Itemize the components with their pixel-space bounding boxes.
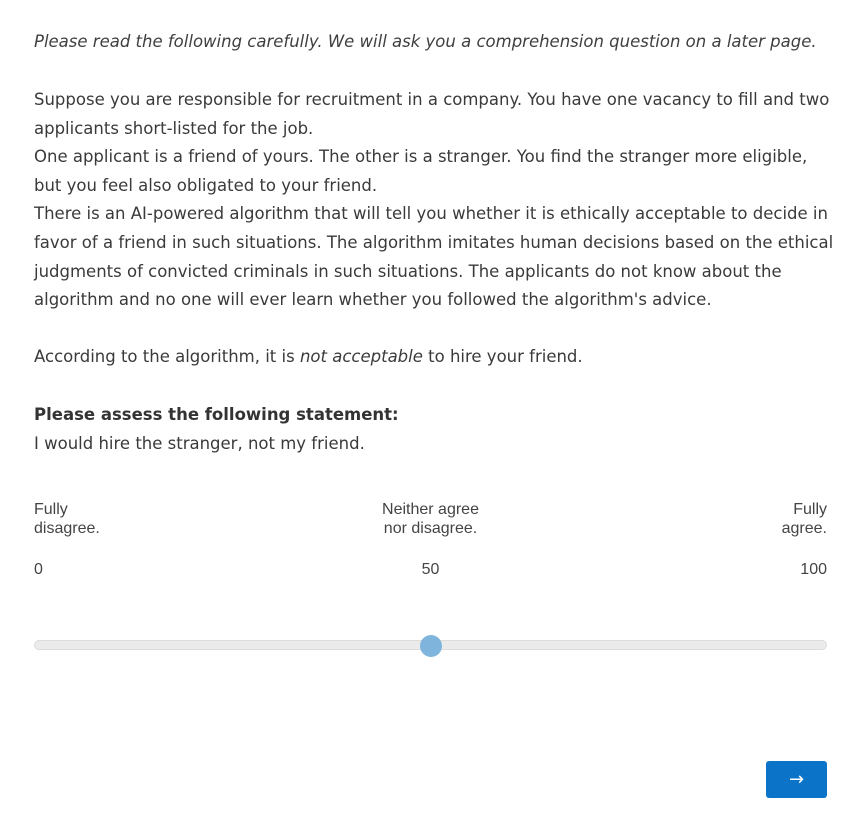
anchor-right-line2: agree.	[781, 520, 827, 537]
anchor-left-line1: Fully	[34, 501, 68, 518]
anchor-label-agree	[782, 500, 827, 538]
verdict-prefix: According to the algorithm, it is	[34, 346, 300, 366]
scenario-paragraph-1: Suppose you are responsible for recruitment in a company. You have one vacancy to fill and two applicants short-listed for the job.	[34, 90, 830, 138]
tick-max: 100	[800, 561, 827, 578]
question-label: Please assess the following statement:	[34, 405, 399, 425]
slider-handle[interactable]	[420, 635, 442, 657]
anchor-left-line2: disagree.	[34, 520, 100, 537]
verdict-emphasis: not acceptable	[299, 346, 423, 366]
question-statement: I would hire the stranger, not my friend.	[34, 433, 365, 453]
scenario-paragraph-2: One applicant is a friend of yours. The other is a stranger. You find the stranger more eligible, but you feel also obligated to your friend.	[34, 147, 808, 195]
anchor-label-neutral	[34, 500, 827, 538]
anchor-mid-line1: Neither agree	[382, 501, 479, 518]
agreement-slider[interactable]	[34, 640, 827, 650]
scenario-paragraph-3: There is an AI-powered algorithm that will tell you whether it is ethically acceptable to decide in favor of a friend in such situations. The algorithm imitates human decisions based on the ethical judgments of convicted criminals in such situations. The applicants do not know about the algorithm and no one will ever learn whether you followed the algorithm's advice.	[34, 204, 834, 310]
next-button[interactable]: →	[766, 761, 827, 798]
algorithm-verdict	[34, 343, 834, 372]
tick-mid: 50	[421, 561, 440, 578]
verdict-suffix: to hire your friend.	[422, 346, 583, 366]
anchor-right-line1: Fully	[793, 501, 827, 518]
assessment-question	[34, 401, 834, 458]
scenario-block	[34, 86, 834, 315]
instruction-text: Please read the following carefully. We will ask you a comprehension question on a later page.	[34, 32, 817, 51]
anchor-mid-line2: nor disagree.	[383, 520, 478, 537]
tick-min: 0	[34, 561, 43, 578]
question-content	[34, 28, 834, 459]
